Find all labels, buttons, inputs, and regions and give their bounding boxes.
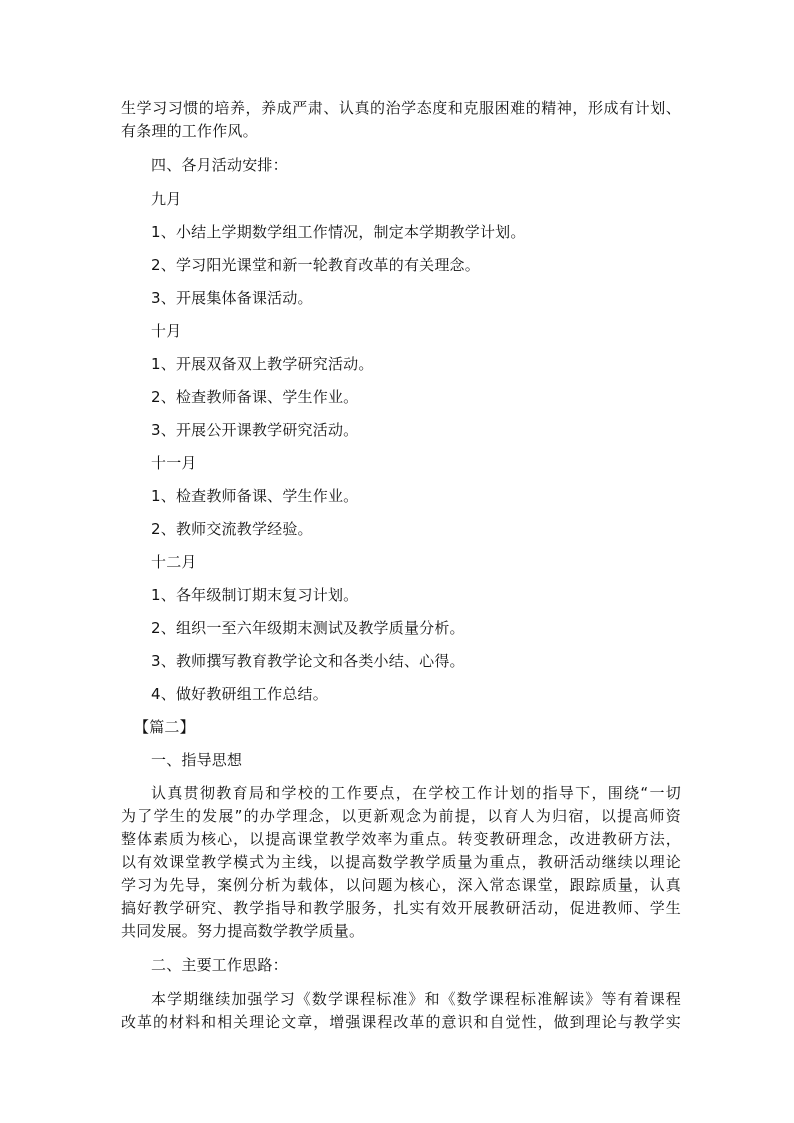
list-item: 4、做好教研组工作总结。 (151, 685, 328, 703)
month-heading: 十二月 (151, 553, 197, 571)
list-item: 3、开展公开课教学研究活动。 (151, 421, 359, 439)
paragraph-line: 为了学生的发展”的办学理念，以更新观念为前提，以育人为归宿，以提高师资 (121, 807, 681, 825)
paragraph-line: 学习为先导，案例分析为载体，以问题为核心，深入常态课堂，跟踪质量，认真 (121, 876, 681, 894)
list-item: 2、教师交流教学经验。 (151, 520, 313, 538)
intro-line: 生学习习惯的培养，养成严肃、认真的治学态度和克服困难的精神，形成有计划、 (121, 99, 681, 117)
paragraph-line: 整体素质为核心，以提高课堂教学效率为重点。转变教研理念，改进教研方法， (121, 830, 681, 848)
paragraph-line: 本学期继续加强学习《数学课程标准》和《数学课程标准解读》等有着课程 (151, 990, 681, 1008)
month-heading: 九月 (151, 190, 182, 208)
paragraph-line: 改革的材料和相关理论文章，增强课程改革的意识和自觉性，做到理论与教学实 (121, 1013, 681, 1031)
section-heading: 二、主要工作思路： (151, 956, 288, 974)
list-item: 3、教师撰写教育教学论文和各类小结、心得。 (151, 652, 465, 670)
list-item: 1、小结上学期数学组工作情况，制定本学期教学计划。 (151, 223, 526, 241)
paragraph-line: 共同发展。努力提高数学教学质量。 (121, 922, 365, 940)
section-heading: 四、各月活动安排： (151, 156, 288, 174)
intro-line: 有条理的工作作风。 (121, 122, 258, 140)
list-item: 1、检查教师备课、学生作业。 (151, 487, 359, 505)
list-item: 2、组织一至六年级期末测试及教学质量分析。 (151, 619, 465, 637)
month-heading: 十一月 (151, 454, 197, 472)
list-item: 1、开展双备双上教学研究活动。 (151, 355, 374, 373)
list-item: 3、开展集体备课活动。 (151, 289, 313, 307)
paragraph-line: 搞好教学研究、教学指导和教学服务，扎实有效开展教研活动，促进教师、学生 (121, 899, 681, 917)
section-heading: 一、指导思想 (151, 751, 243, 769)
list-item: 2、检查教师备课、学生作业。 (151, 388, 359, 406)
list-item: 2、学习阳光课堂和新一轮教育改革的有关理念。 (151, 256, 480, 274)
paragraph-line: 以有效课堂教学模式为主线，以提高数学教学质量为重点，教研活动继续以理论 (121, 853, 681, 871)
paragraph-line: 认真贯彻教育局和学校的工作要点，在学校工作计划的指导下，围绕“一切 (151, 784, 681, 802)
list-item: 1、各年级制订期末复习计划。 (151, 586, 359, 604)
part-label: 【篇二】 (134, 718, 195, 736)
month-heading: 十月 (151, 322, 182, 340)
